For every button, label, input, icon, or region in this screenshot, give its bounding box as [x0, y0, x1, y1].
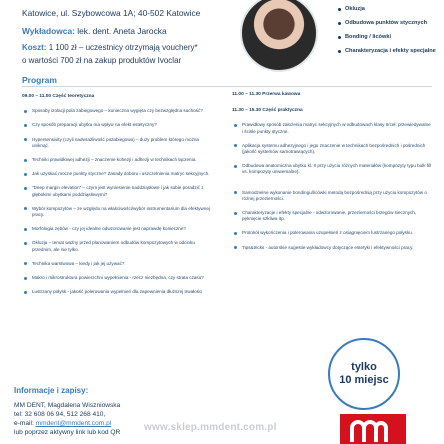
break-time: 11.00 – 11.30 Przerwa kawowa	[232, 92, 301, 97]
email-link[interactable]: mmdent@mmdent.com.pl	[35, 420, 112, 427]
list-item: Wybór kompozytów – ze względu na właściwości/wybór instrumentarium dla efektywnej pracy.	[22, 206, 212, 218]
cost-line2: o wartości 700 zł na zakup produktów Ivoclar	[22, 56, 182, 65]
program-left-column	[22, 94, 212, 303]
badge-line1: tylko	[351, 361, 377, 373]
list-item: Aplikacja systemu adhezyjnego i jego znaczenie w technikach bezpośrednich i pośrednich (jakość systemów samotrawiących).	[232, 143, 432, 155]
list-item: Morfologia zębów - czy jej idealne odwzorowanie jest naprawdę konieczne?	[22, 226, 212, 232]
list-item: Charakteryzacje i efekty specjalne - odwzorowanie, przezierności brzegów siecznych, pęknięcie szkliwa itp.	[232, 210, 432, 222]
topic-item: Odbudowa punktów stycznych	[345, 20, 444, 27]
company-logo	[340, 414, 406, 444]
list-item: Prawidłowy sposób założenia matryc sekcyjnych w odbudowach klasy II/ceł: przewiedywalne i ścisłe punkty styczne.	[232, 122, 432, 134]
list-item: Protokół wykończenia i polerowania uzupełnień z osiągnięciem lustrzanego połysku.	[232, 230, 432, 236]
topic-item: Okluzja	[345, 6, 444, 13]
list-item: Czy sposób preparacji ubytku ma wpływ na efekt estetyczny?	[22, 122, 212, 128]
badge-line2: 10 miejsc	[339, 374, 389, 386]
theory-time: 09.00 – 11.00 Część teoretyczna	[22, 94, 95, 99]
qr-text: lub poprzez aktywny link lub kod QR	[14, 429, 121, 436]
address: Katowice, ul. Szybowcowa 1A; 40-502 Katowice	[22, 8, 201, 18]
list-item: Jak uzyskać mocne punkty styczne? Zasady doboru i uszczelnienia matryc sekcyjnych.	[22, 171, 212, 177]
list-item: Makro i mikrostruktura powierzchni wypełnienia - rzecz niezbędna, czy strata czasu?	[22, 275, 212, 281]
contact-info	[14, 386, 120, 437]
lecturer-name: lek. dent. Aneta Jarocka	[77, 26, 167, 36]
cost-label: Koszt:	[22, 43, 47, 52]
cost-line1: 1 100 zł – uczestnicy otrzymają vouchery*	[48, 43, 198, 52]
list-item: Hypersensivity (czyli nadwrażliwość pozabiegowa) – duży problem którego można uniknąć.	[22, 137, 212, 149]
list-item: Odbudowa anatomiczna ubytku kl. II przy użyciu różnych materiałów (kompozyty typu bulk fill vs. kompozyty uniwersalne).	[232, 163, 432, 175]
practice-time: 11.30 – 15.30 Część praktyczna	[232, 108, 303, 114]
program-right-column	[232, 92, 432, 259]
lecturer-label: Wykładowca:	[22, 26, 75, 36]
list-item: Tips&tricks - autorskie sugestie wykładowcy dotyczące estetyki i efektywności pracy.	[232, 245, 432, 251]
list-item: Technika warstwowa – kiedy i jak jej używać?	[22, 261, 212, 267]
mm-logo-icon	[348, 420, 398, 444]
list-item: "Deep margin elevation" – czym jest wyniesienie naddziąsłowe i jak sobie poradzić z głębokimi ubytkami poddziąsłowymi?	[22, 185, 212, 197]
contact-email-line	[14, 419, 120, 428]
list-item: Techniki prawidłowej adhezji – znaczenie kohezji i adhezji w technikach łączenia.	[22, 157, 212, 163]
contact-company: MM DENT, Magdalena Wiszniowska	[14, 402, 121, 409]
program-title: Program	[22, 75, 57, 85]
contact-phone: tel: 32 608 06 94, 512 268 410,	[14, 411, 106, 418]
cost-line	[22, 43, 198, 52]
topic-item: Bonding / licówki	[345, 34, 444, 41]
list-item: Okluzja – temat ważny przed planowaniem odbudów kompozytowych w odcinku przednim, ale nie tylko.	[22, 240, 212, 252]
lecturer-photo	[240, 0, 318, 72]
contact-title: Informacje i zapisy:	[14, 386, 89, 395]
email-label: e-mail:	[14, 420, 36, 427]
divider	[22, 86, 432, 87]
topic-item: Charakteryzacja i efekty specjalne	[345, 48, 444, 55]
list-item: Samodzielne wykonanie bondingu/licówki metodą bezpośrednią przy użyciu kompozytów o różnej przezierności.	[232, 190, 432, 202]
topics-list	[337, 0, 444, 84]
limited-seats-badge	[328, 338, 400, 410]
watermark: www.sklep.mmdent.com.pl	[144, 422, 277, 433]
lecturer-line	[22, 26, 167, 36]
list-item: Sposoby izolacji pola zabiegowego – konieczna wygięta czy bezwzględna suchość?	[22, 108, 212, 114]
list-item: Lustrzany połysk - jakość polerowania wypełnień dla zapewnienia dłuższej trwałości	[22, 289, 212, 295]
